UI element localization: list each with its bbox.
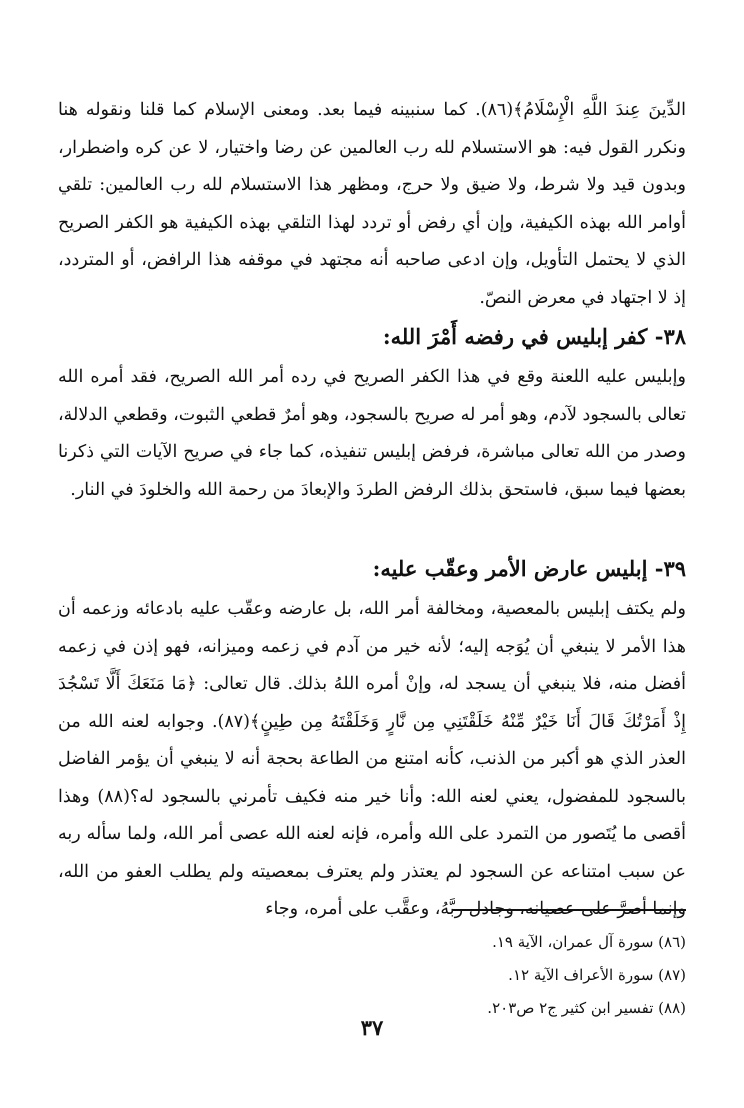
footnote-88: (٨٨) تفسير ابن كثير ج٢ ص٢٠٣. — [487, 999, 686, 1017]
footnote-divider — [452, 909, 686, 911]
footnote-86: (٨٦) سورة آل عمران، الآية ١٩. — [492, 933, 686, 951]
footnote-87: (٨٧) سورة الأعراف الآية ١٢. — [508, 966, 686, 984]
paragraph-iblis-refusal: وإبليس عليه اللعنة وقع في هذا الكفر الصريح في رده أمر الله الصريح، فقد أمره الله تعالى بالسجود لآدم، وهو أمر له صريح بالسجود، وهو أمرٌ قطعي الثبوت، وقطعي الدلالة، وصدر من الله تعالى مباشرة، فرفض إبليس تنفيذه، كما جاء في صريح الآيات التي ذكرنا بعضها فيما سبق، فاستحق بذلك الرفض الطردَ والإبعادَ من رحمة الله والخلودَ في النار. — [58, 367, 686, 500]
page-body — [58, 92, 686, 919]
footnotes — [300, 926, 686, 1025]
section-heading-39: ٣٩- إبليس عارض الأمر وعقّب عليه: — [372, 556, 686, 581]
page-number: ٣٧ — [360, 1015, 384, 1040]
paragraph-iblis-objection: ولم يكتف إبليس بالمعصية، ومخالفة أمر الله، بل عارضه وعقّب عليه بادعائه وزعمه أن هذا الأمر لا ينبغي أن يُوَجه إليه؛ لأنه خير من آدم في زعمه وميزانه، فهو إذن في زعمه أفضل منه، فلا ينبغي أن يسجد له، وإنْ أمره اللهُ بذلك. قال تعالى: ﴿مَا مَنَعَكَ أَلَّا تَسْجُدَ إِذْ أَمَرْتُكَ قَالَ أَنَا خَيْرٌ مِّنْهُ خَلَقْتَنِي مِن نَّارٍ وَخَلَقْتَهُ مِن طِينٍ﴾(٨٧). وجوابه لعنه الله من العذر الذي هو أكبر من الذنب، كأنه امتنع من الطاعة بحجة أنه لا ينبغي أن يؤمر الفاضل بالسجود للمفضول، يعني لعنه الله: وأنا خير منه فكيف تأمرني بالسجود له؟(٨٨) وهذا أقصى ما يُتَصور من التمرد على الله وأمره، فإنه لعنه الله عصى أمر الله، ولما سأله ربه عن سبب امتناعه عن السجود لم يعتذر ولم يعترف بمعصيته ولم يطلب العفو من الله، وإنما أصرَّ على عصيانه، وجادل ربَّهُ، وعقَّب على أمره، وجاء — [58, 599, 686, 919]
section-heading-38: ٣٨- كفر إبليس في رفضه أَمْرَ الله: — [382, 324, 686, 349]
paragraph-islam-definition: الدِّينَ عِندَ اللَّهِ الْإِسْلَامُ﴾(٨٦). كما سنبينه فيما بعد. ومعنى الإسلام كما قلنا ونقوله هنا ونكرر القول فيه: هو الاستسلام لله رب العالمين عن رضا واختيار، لا عن كره واضطرار، وبدون قيد ولا شرط، ولا ضيق ولا حرج، ومظهر هذا الاستسلام لله رب العالمين: تلقي أوامر الله بهذه الكيفية، وإن أي رفض أو تردد لهذا التلقي بهذه الكيفية هو الكفر الصريح الذي لا يحتمل التأويل، وإن ادعى صاحبه أنه مجتهد في موقفه هذا الرافض، أو المتردد، إذ لا اجتهاد في معرض النصّ. — [58, 100, 686, 308]
